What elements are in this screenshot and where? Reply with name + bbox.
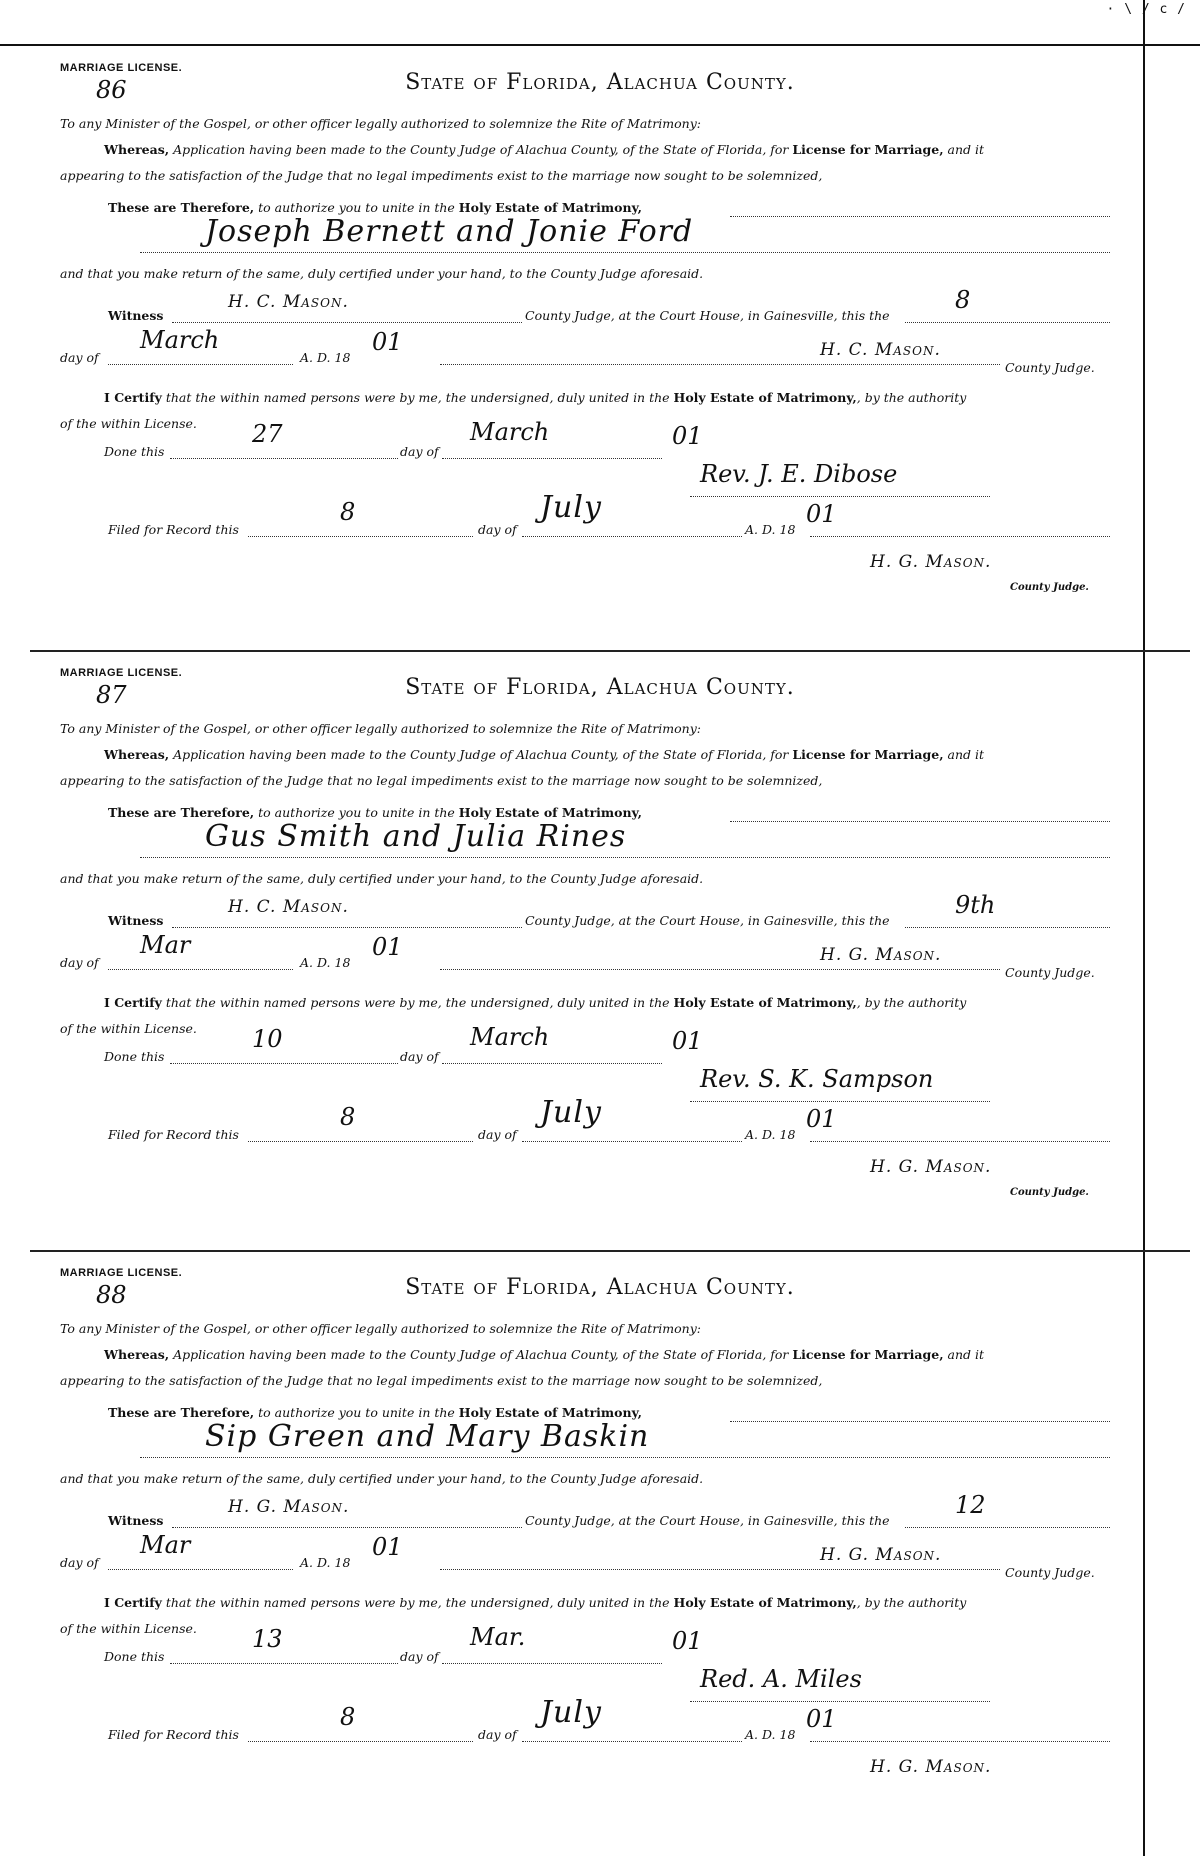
done-year: 01 xyxy=(672,1627,703,1655)
filed-ad: A. D. 18 xyxy=(745,1727,796,1742)
filed-month: July xyxy=(540,490,602,525)
license-number: 87 xyxy=(96,681,127,709)
these-are-therefore: These are Therefore, xyxy=(108,200,255,215)
ad-line: A. D. 18 xyxy=(300,350,351,365)
issue-day-dots xyxy=(905,927,1110,928)
whereas-line: Whereas, Application having been made to the County Judge of Alachua County, of the State of Florida, for License for Marriage, and it xyxy=(104,142,985,157)
issue-month-dots xyxy=(108,364,293,365)
witness-word: Witness xyxy=(108,308,164,323)
filed-county-judge: County Judge. xyxy=(1010,582,1089,593)
filed-day: 8 xyxy=(340,1103,356,1131)
day-of-line: day of xyxy=(60,350,99,365)
filed-signature: H. G. Mason. xyxy=(870,552,992,572)
license-heading: MARRIAGE LICENSE. xyxy=(60,62,183,74)
done-day-dots xyxy=(170,1663,398,1664)
judge-dots xyxy=(440,1569,1000,1570)
done-day: 10 xyxy=(252,1025,283,1053)
license-for-marriage: License for Marriage, xyxy=(792,142,944,157)
ad-line: A. D. 18 xyxy=(300,955,351,970)
appearing-line: appearing to the satisfaction of the Judge that no legal impediments exist to the marriage now sought to be solemnized, xyxy=(60,168,823,183)
holy-estate: Holy Estate of Matrimony, xyxy=(458,805,643,820)
filed-year: 01 xyxy=(806,1705,837,1733)
license-block xyxy=(0,655,1200,1255)
i-certify: I Certify xyxy=(104,390,162,405)
license-heading: MARRIAGE LICENSE. xyxy=(60,667,183,679)
issue-day: 8 xyxy=(955,286,971,314)
filed-day-of: day of xyxy=(478,1727,517,1742)
license-divider xyxy=(30,1250,1190,1252)
certify-line: I Certify that the within named persons were by me, the undersigned, duly united in the Holy Estate of Matrimony,, by the authority xyxy=(104,995,967,1010)
appearing-line: appearing to the satisfaction of the Judge that no legal impediments exist to the marriage now sought to be solemnized, xyxy=(60,1373,823,1388)
appearing-line: appearing to the satisfaction of the Judge that no legal impediments exist to the marriage now sought to be solemnized, xyxy=(60,773,823,788)
i-certify: I Certify xyxy=(104,995,162,1010)
done-this-line: Done this xyxy=(104,1049,165,1064)
county-judge-at: County Judge, at the Court House, in Gainesville, this the xyxy=(525,1513,890,1528)
day-of-line: day of xyxy=(60,1555,99,1570)
license-for-marriage: License for Marriage, xyxy=(792,747,944,762)
day-of-line: day of xyxy=(60,955,99,970)
return-line: and that you make return of the same, duly certified under your hand, to the County Judge aforesaid. xyxy=(60,871,704,886)
issue-year: 01 xyxy=(372,1533,403,1561)
license-block xyxy=(0,50,1200,650)
holy-estate: Holy Estate of Matrimony, xyxy=(458,200,643,215)
these-are-therefore: These are Therefore, xyxy=(108,1405,255,1420)
witness-dots xyxy=(172,927,522,928)
ad-line: A. D. 18 xyxy=(300,1555,351,1570)
couple-names: Gus Smith and Julia Rines xyxy=(205,819,627,854)
filed-county-judge: County Judge. xyxy=(1010,1187,1089,1198)
certify-line: I Certify that the within named persons were by me, the undersigned, duly united in the Holy Estate of Matrimony,, by the authority xyxy=(104,390,967,405)
names-dots xyxy=(730,216,1110,217)
filed-ad: A. D. 18 xyxy=(745,1127,796,1142)
done-month: March xyxy=(470,1023,550,1051)
witness-line xyxy=(108,1513,163,1528)
issue-day: 12 xyxy=(955,1491,986,1519)
whereas-word: Whereas, xyxy=(104,142,170,157)
judge-dots xyxy=(440,364,1000,365)
filed-day-of: day of xyxy=(478,1127,517,1142)
filed-year: 01 xyxy=(806,1105,837,1133)
officiant-signature: Red. A. Miles xyxy=(700,1665,862,1693)
filed-day: 8 xyxy=(340,498,356,526)
done-month-dots xyxy=(442,1663,662,1664)
witness-dots xyxy=(172,322,522,323)
officiant-dots xyxy=(690,496,990,497)
witness-dots xyxy=(172,1527,522,1528)
license-number: 86 xyxy=(96,76,127,104)
filed-year-dots xyxy=(810,536,1110,537)
names-dots xyxy=(730,821,1110,822)
of-within-line: of the within License. xyxy=(60,416,197,431)
names-underline xyxy=(140,1457,1110,1458)
witness-word: Witness xyxy=(108,913,164,928)
filed-day-dots xyxy=(248,1141,473,1142)
issue-month: Mar xyxy=(140,931,191,959)
to-any-line: To any Minister of the Gospel, or other officer legally authorized to solemnize the Rite of Matrimony: xyxy=(60,721,701,736)
filed-signature: H. G. Mason. xyxy=(870,1157,992,1177)
holy-estate-2: Holy Estate of Matrimony, xyxy=(673,390,857,405)
issue-year: 01 xyxy=(372,328,403,356)
holy-estate-2: Holy Estate of Matrimony, xyxy=(673,995,857,1010)
done-day: 13 xyxy=(252,1625,283,1653)
county-judge-at: County Judge, at the Court House, in Gainesville, this the xyxy=(525,913,890,928)
filed-day-of: day of xyxy=(478,522,517,537)
couple-names: Joseph Bernett and Jonie Ford xyxy=(205,214,694,249)
done-year: 01 xyxy=(672,1027,703,1055)
judge-signature: H. G. Mason. xyxy=(820,945,942,965)
names-underline xyxy=(140,857,1110,858)
to-any-line: To any Minister of the Gospel, or other officer legally authorized to solemnize the Rite of Matrimony: xyxy=(60,116,701,131)
done-this-line: Done this xyxy=(104,1649,165,1664)
filed-day-dots xyxy=(248,1741,473,1742)
return-line: and that you make return of the same, duly certified under your hand, to the County Judge aforesaid. xyxy=(60,266,704,281)
filed-year-dots xyxy=(810,1141,1110,1142)
officiant-dots xyxy=(690,1701,990,1702)
issue-month: Mar xyxy=(140,1531,191,1559)
license-divider xyxy=(30,650,1190,652)
officiant-signature: Rev. S. K. Sampson xyxy=(700,1065,934,1093)
filed-year-dots xyxy=(810,1741,1110,1742)
filed-ad: A. D. 18 xyxy=(745,522,796,537)
state-title: State of Florida, Alachua County. xyxy=(405,70,795,95)
state-title: State of Florida, Alachua County. xyxy=(405,1275,795,1300)
top-border xyxy=(0,44,1200,46)
license-block xyxy=(0,1255,1200,1855)
judge-dots xyxy=(440,969,1000,970)
judge-signature: H. C. Mason. xyxy=(820,340,941,360)
whereas-word: Whereas, xyxy=(104,747,170,762)
state-title: State of Florida, Alachua County. xyxy=(405,675,795,700)
county-judge-label: County Judge. xyxy=(1005,1565,1095,1580)
filed-month-dots xyxy=(522,536,742,537)
couple-names: Sip Green and Mary Baskin xyxy=(205,1419,650,1454)
filed-signature: H. G. Mason. xyxy=(870,1757,992,1777)
filed-month: July xyxy=(540,1095,602,1130)
license-heading: MARRIAGE LICENSE. xyxy=(60,1267,183,1279)
witness-signature: H. C. Mason. xyxy=(228,897,349,917)
filed-day: 8 xyxy=(340,1703,356,1731)
return-line: and that you make return of the same, duly certified under your hand, to the County Judge aforesaid. xyxy=(60,1471,704,1486)
names-dots xyxy=(730,1421,1110,1422)
whereas-line: Whereas, Application having been made to the County Judge of Alachua County, of the State of Florida, for License for Marriage, and it xyxy=(104,747,985,762)
these-are-line: These are Therefore, to authorize you to unite in the Holy Estate of Matrimony, xyxy=(108,1405,643,1420)
filed-line: Filed for Record this xyxy=(108,1127,239,1142)
done-day-dots xyxy=(170,1063,398,1064)
filed-month: July xyxy=(540,1695,602,1730)
corner-mark: · \ / c / xyxy=(1106,2,1186,17)
done-month: Mar. xyxy=(470,1623,526,1651)
whereas-word: Whereas, xyxy=(104,1347,170,1362)
witness-line xyxy=(108,913,163,928)
to-any-line: To any Minister of the Gospel, or other officer legally authorized to solemnize the Rite of Matrimony: xyxy=(60,1321,701,1336)
done-month-dots xyxy=(442,1063,662,1064)
issue-month-dots xyxy=(108,1569,293,1570)
these-are-therefore: These are Therefore, xyxy=(108,805,255,820)
of-within-line: of the within License. xyxy=(60,1621,197,1636)
issue-month: March xyxy=(140,326,220,354)
names-underline xyxy=(140,252,1110,253)
issue-day: 9th xyxy=(955,891,996,919)
done-day-dots xyxy=(170,458,398,459)
issue-day-dots xyxy=(905,322,1110,323)
filed-line: Filed for Record this xyxy=(108,1727,239,1742)
witness-signature: H. G. Mason. xyxy=(228,1497,350,1517)
witness-line xyxy=(108,308,163,323)
done-month-dots xyxy=(442,458,662,459)
i-certify: I Certify xyxy=(104,1595,162,1610)
county-judge-label: County Judge. xyxy=(1005,360,1095,375)
issue-year: 01 xyxy=(372,933,403,961)
certify-line: I Certify that the within named persons were by me, the undersigned, duly united in the Holy Estate of Matrimony,, by the authority xyxy=(104,1595,967,1610)
done-day-of: day of xyxy=(400,1049,439,1064)
license-for-marriage: License for Marriage, xyxy=(792,1347,944,1362)
holy-estate-2: Holy Estate of Matrimony, xyxy=(673,1595,857,1610)
issue-month-dots xyxy=(108,969,293,970)
filed-line: Filed for Record this xyxy=(108,522,239,537)
done-month: March xyxy=(470,418,550,446)
officiant-dots xyxy=(690,1101,990,1102)
done-day: 27 xyxy=(252,420,283,448)
officiant-signature: Rev. J. E. Dibose xyxy=(700,460,898,488)
filed-month-dots xyxy=(522,1141,742,1142)
license-number: 88 xyxy=(96,1281,127,1309)
filed-year: 01 xyxy=(806,500,837,528)
filed-day-dots xyxy=(248,536,473,537)
of-within-line: of the within License. xyxy=(60,1021,197,1036)
county-judge-label: County Judge. xyxy=(1005,965,1095,980)
witness-word: Witness xyxy=(108,1513,164,1528)
witness-signature: H. C. Mason. xyxy=(228,292,349,312)
done-day-of: day of xyxy=(400,1649,439,1664)
done-day-of: day of xyxy=(400,444,439,459)
judge-signature: H. G. Mason. xyxy=(820,1545,942,1565)
these-are-line: These are Therefore, to authorize you to unite in the Holy Estate of Matrimony, xyxy=(108,805,643,820)
whereas-line: Whereas, Application having been made to the County Judge of Alachua County, of the State of Florida, for License for Marriage, and it xyxy=(104,1347,985,1362)
holy-estate: Holy Estate of Matrimony, xyxy=(458,1405,643,1420)
county-judge-at: County Judge, at the Court House, in Gainesville, this the xyxy=(525,308,890,323)
done-this-line: Done this xyxy=(104,444,165,459)
done-year: 01 xyxy=(672,422,703,450)
issue-day-dots xyxy=(905,1527,1110,1528)
filed-month-dots xyxy=(522,1741,742,1742)
these-are-line: These are Therefore, to authorize you to unite in the Holy Estate of Matrimony, xyxy=(108,200,643,215)
